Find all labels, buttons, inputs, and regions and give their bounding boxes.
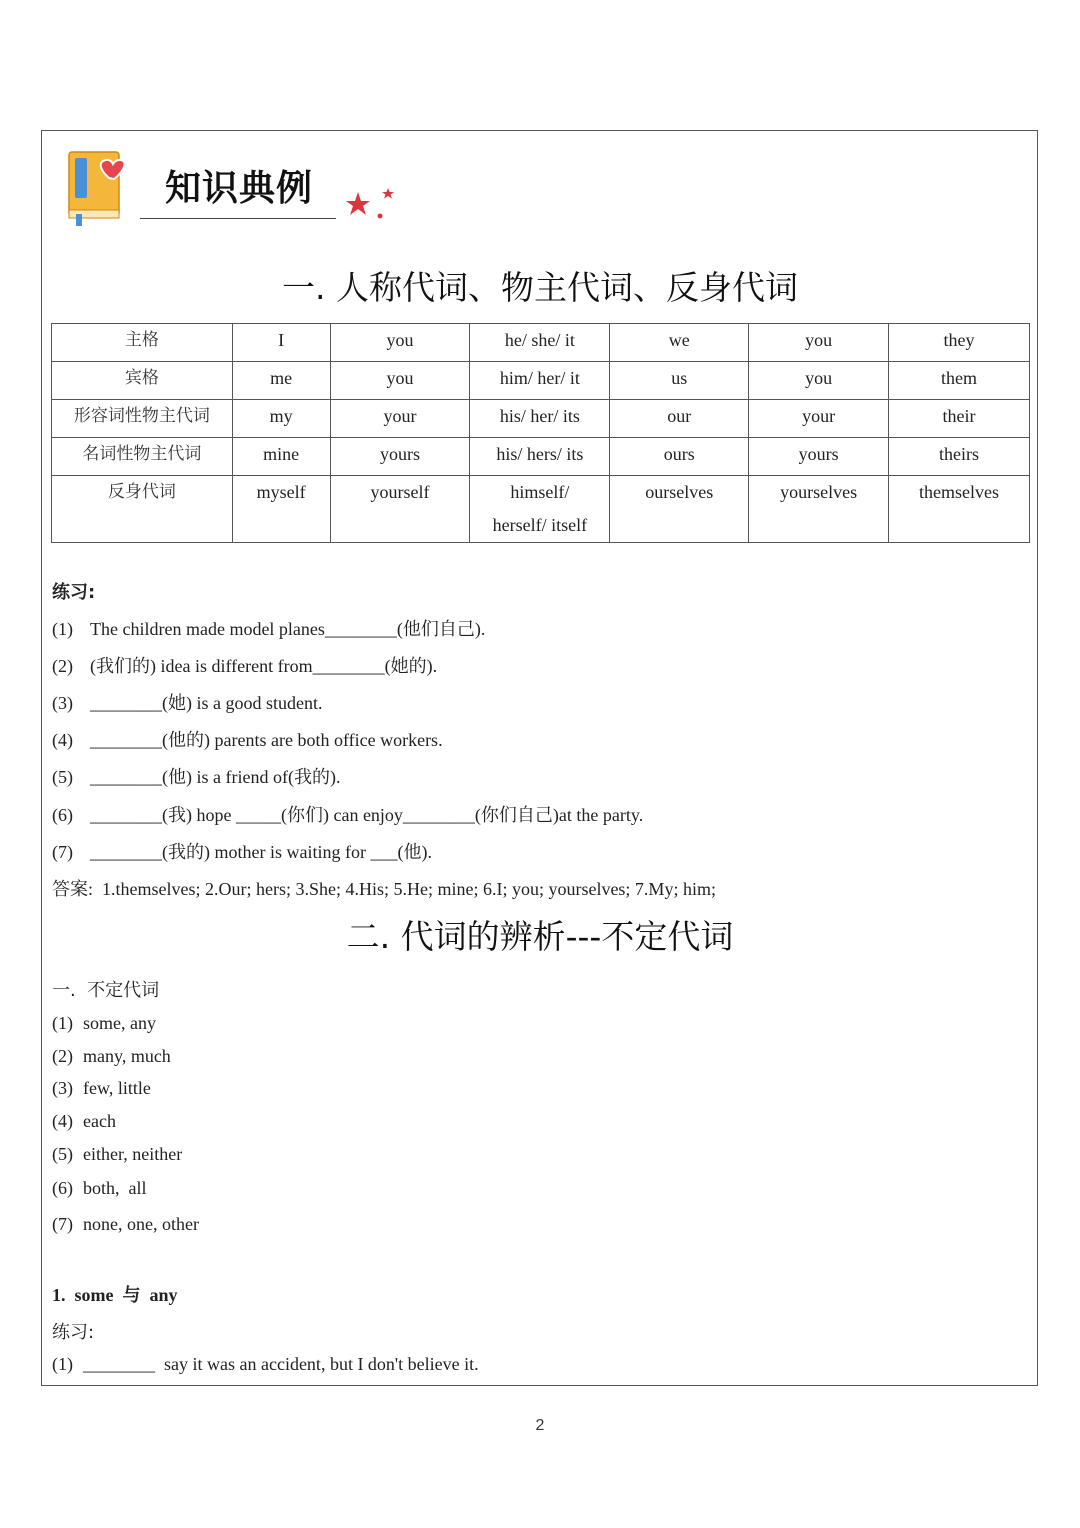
page-number: 2 bbox=[535, 1417, 545, 1434]
table-cell: 宾格 bbox=[52, 362, 233, 400]
exercise-line: (5) ________(他) is a friend of(我的). bbox=[52, 767, 341, 787]
table-cell: themselves bbox=[889, 476, 1030, 543]
table-cell: myself bbox=[232, 476, 330, 543]
table-cell: you bbox=[749, 324, 889, 362]
list-item: (4) each bbox=[52, 1111, 116, 1131]
practice-label: 练习: bbox=[52, 1322, 95, 1343]
table-row bbox=[52, 400, 1030, 438]
table-row bbox=[52, 476, 1030, 543]
table-cell: you bbox=[330, 324, 470, 362]
table-cell: my bbox=[232, 400, 330, 438]
table-cell: yours bbox=[749, 438, 889, 476]
list-item: (2) many, much bbox=[52, 1046, 171, 1066]
table-cell: them bbox=[889, 362, 1030, 400]
section-title-2: 二. 代词的辨析---不定代词 bbox=[346, 917, 734, 956]
table-cell: him/ her/ it bbox=[470, 362, 610, 400]
table-cell: your bbox=[749, 400, 889, 438]
table-cell: you bbox=[749, 362, 889, 400]
table-cell-line: himself/ bbox=[510, 482, 570, 502]
table-cell: yourself bbox=[330, 476, 470, 543]
table-row bbox=[52, 362, 1030, 400]
table-row bbox=[52, 438, 1030, 476]
table-cell: ourselves bbox=[610, 476, 749, 543]
header-title: 知识典例 bbox=[165, 168, 314, 209]
page-frame bbox=[41, 130, 1038, 1386]
list-item: (5) either, neither bbox=[52, 1144, 183, 1164]
table-cell: 形容词性物主代词 bbox=[52, 400, 233, 438]
exercise-line: (7) ________(我的) mother is waiting for ___(他). bbox=[52, 842, 432, 862]
table-cell: their bbox=[889, 400, 1030, 438]
table-row bbox=[52, 324, 1030, 362]
answer-line: 答案: 1.themselves; 2.Our; hers; 3.She; 4.His; 5.He; mine; 6.I; you; yourselves; 7.My; him; bbox=[52, 879, 716, 899]
table-cell bbox=[470, 476, 610, 543]
table-cell: 主格 bbox=[52, 324, 233, 362]
point-title: 1. some 与 any bbox=[52, 1285, 178, 1305]
list-item: (3) few, little bbox=[52, 1078, 151, 1098]
header-underline bbox=[140, 218, 336, 219]
table-cell: 反身代词 bbox=[52, 476, 233, 543]
section-title-1: 一. 人称代词、物主代词、反身代词 bbox=[282, 268, 798, 307]
exercise-line: (1) ________ say it was an accident, but I don't believe it. bbox=[52, 1354, 479, 1374]
stars-icon bbox=[342, 186, 398, 222]
subheading: 一. 不定代词 bbox=[52, 980, 160, 1001]
table-cell: yours bbox=[330, 438, 470, 476]
list-item: (7) none, one, other bbox=[52, 1214, 199, 1234]
table-cell: we bbox=[610, 324, 749, 362]
exercise-line: (4) ________(他的) parents are both office workers. bbox=[52, 730, 443, 750]
table-cell: you bbox=[330, 362, 470, 400]
exercise-line: (1) The children made model planes________(他们自己). bbox=[52, 619, 486, 639]
table-cell: your bbox=[330, 400, 470, 438]
table-cell: his/ her/ its bbox=[470, 400, 610, 438]
table-cell: I bbox=[232, 324, 330, 362]
list-item: (1) some, any bbox=[52, 1013, 156, 1033]
list-item: (6) both, all bbox=[52, 1178, 147, 1198]
table-cell: his/ hers/ its bbox=[470, 438, 610, 476]
pronoun-table bbox=[51, 323, 1030, 543]
table-cell: me bbox=[232, 362, 330, 400]
table-cell: theirs bbox=[889, 438, 1030, 476]
book-heart-icon bbox=[66, 148, 128, 228]
table-cell-line: herself/ itself bbox=[492, 515, 588, 535]
table-cell: yourselves bbox=[749, 476, 889, 543]
table-cell: 名词性物主代词 bbox=[52, 438, 233, 476]
exercise-line: (2) (我们的) idea is different from________(她的). bbox=[52, 656, 438, 676]
exercise-line: (3) ________(她) is a good student. bbox=[52, 693, 323, 713]
table-cell: they bbox=[889, 324, 1030, 362]
practice-label: 练习: bbox=[52, 582, 96, 603]
table-cell: mine bbox=[232, 438, 330, 476]
exercise-line: (6) ________(我) hope _____(你们) can enjoy________(你们自己)at the party. bbox=[52, 805, 644, 825]
table-cell: he/ she/ it bbox=[470, 324, 610, 362]
table-cell: ours bbox=[610, 438, 749, 476]
table-cell: us bbox=[610, 362, 749, 400]
table-cell: our bbox=[610, 400, 749, 438]
